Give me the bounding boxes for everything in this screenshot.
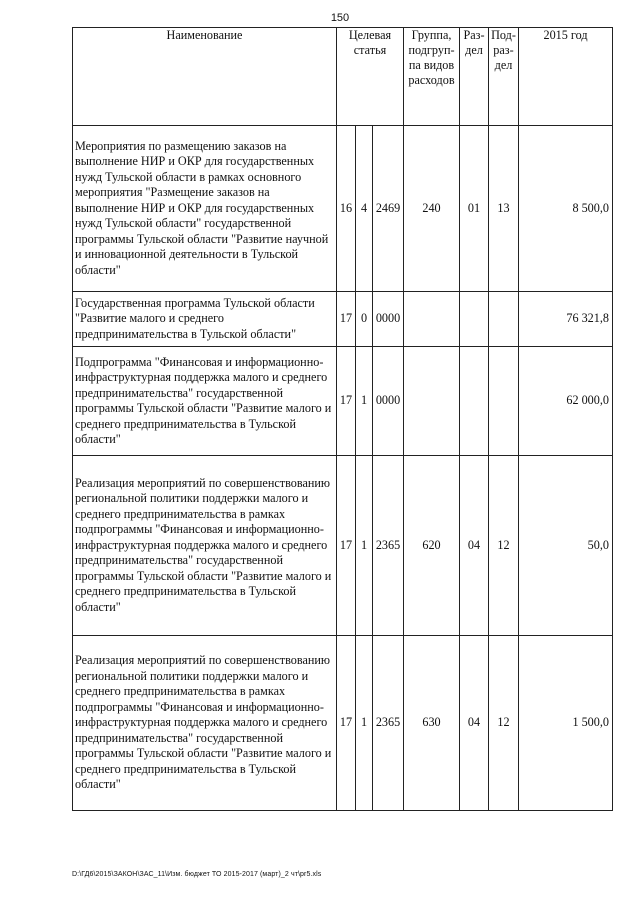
row-subsection: [489, 292, 519, 347]
row-subsection: [489, 347, 519, 456]
row-group: [404, 347, 460, 456]
row-target-subprogram: 1: [356, 636, 373, 811]
budget-table: [72, 27, 613, 811]
row-target-code: 0000: [373, 292, 404, 347]
row-target-subprogram: 1: [356, 347, 373, 456]
page-number: 150: [330, 12, 350, 24]
table-row: [73, 456, 613, 636]
row-section: 01: [460, 126, 489, 292]
table-row: [73, 126, 613, 292]
row-amount: 50,0: [519, 456, 613, 636]
row-target-program: 17: [337, 636, 356, 811]
row-amount: 76 321,8: [519, 292, 613, 347]
row-group: [404, 292, 460, 347]
row-target-code: 2365: [373, 636, 404, 811]
table-row: [73, 636, 613, 811]
file-path-footer: D:\ГД6\2015\ЗАКОН\ЗАС_11\Изм. бюджет ТО 2015-2017 (март)_2 чт\pr5.xls: [72, 871, 322, 878]
header-name: Наименование: [73, 28, 337, 126]
row-target-program: 17: [337, 347, 356, 456]
row-amount: 8 500,0: [519, 126, 613, 292]
row-group: 630: [404, 636, 460, 811]
row-target-subprogram: 1: [356, 456, 373, 636]
row-subsection: 12: [489, 456, 519, 636]
table-header-row: [73, 28, 613, 126]
row-section: [460, 347, 489, 456]
table-row: [73, 347, 613, 456]
row-group: 240: [404, 126, 460, 292]
row-name: Реализация мероприятий по совершенствованию региональной политики поддержки малого и среднего предпринимательства в рамках подпрограммы "Финансовая и информационно-инфраструктурная поддержка малого и среднего предпринимательства" государственной программы Тульской области "Развитие малого и среднего предпринимательства в Тульской области": [73, 636, 337, 811]
row-group: 620: [404, 456, 460, 636]
row-name: Государственная программа Тульской области "Развитие малого и среднего предпринимательства в Тульской области": [73, 292, 337, 347]
row-target-subprogram: 4: [356, 126, 373, 292]
table-row: [73, 292, 613, 347]
row-amount: 1 500,0: [519, 636, 613, 811]
row-target-subprogram: 0: [356, 292, 373, 347]
row-name: Подпрограмма "Финансовая и информационно-инфраструктурная поддержка малого и среднего предпринимательства" государственной программы Тульской области "Развитие малого и среднего предпринимательства в Тульской области": [73, 347, 337, 456]
header-section: Раз-дел: [460, 28, 489, 126]
row-section: 04: [460, 636, 489, 811]
row-amount: 62 000,0: [519, 347, 613, 456]
header-year: 2015 год: [519, 28, 613, 126]
row-section: 04: [460, 456, 489, 636]
header-target: Целевая статья: [337, 28, 404, 126]
row-target-code: 2469: [373, 126, 404, 292]
row-section: [460, 292, 489, 347]
row-name: Мероприятия по размещению заказов на выполнение НИР и ОКР для государственных нужд Тульской области в рамках основного мероприятия "Размещение заказов на выполнение НИР и ОКР для государственных нужд Тульской области" государственной программы Тульской области "Развитие научной и инновационной деятельности в Тульской области": [73, 126, 337, 292]
row-target-program: 17: [337, 456, 356, 636]
row-target-program: 17: [337, 292, 356, 347]
header-group: Группа, подгруп-па видов расходов: [404, 28, 460, 126]
row-target-code: 2365: [373, 456, 404, 636]
row-target-code: 0000: [373, 347, 404, 456]
row-name: Реализация мероприятий по совершенствованию региональной политики поддержки малого и среднего предпринимательства в рамках подпрограммы "Финансовая и информационно-инфраструктурная поддержка малого и среднего предпринимательства" государственной программы Тульской области "Развитие малого и среднего предпринимательства в Тульской области": [73, 456, 337, 636]
header-subsection: Под-раз-дел: [489, 28, 519, 126]
row-target-program: 16: [337, 126, 356, 292]
row-subsection: 13: [489, 126, 519, 292]
row-subsection: 12: [489, 636, 519, 811]
